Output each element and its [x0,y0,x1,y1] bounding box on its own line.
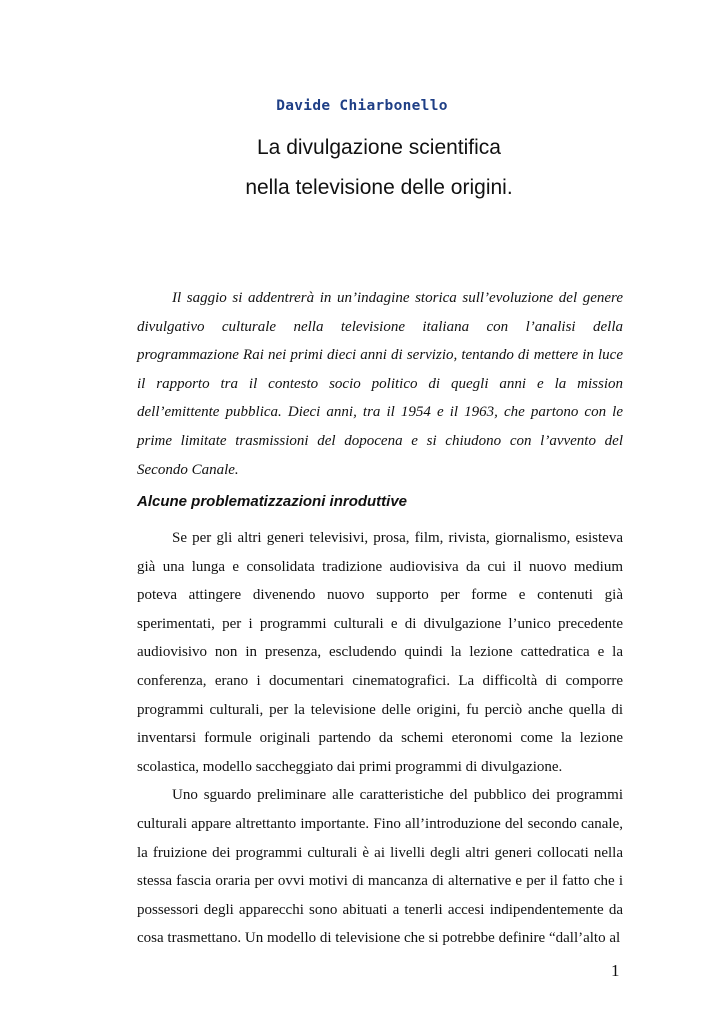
abstract-paragraph: Il saggio si addentrerà in un’indagine storica sull’evoluzione del genere divulgativo culturale nella televisione italiana con l’analisi della programmazione Rai nei primi dieci anni di servizio, tentando di mettere in luce il rapporto tra il contesto socio politico di quegli anni e la mission dell’emittente pubblica. Dieci anni, tra il 1954 e il 1963, che partono con le prime limitate trasmissioni del dopocena e si chiudono con l’avvento del Secondo Canale. [137,290,623,478]
title-line-1: La divulgazione scientifica [257,136,501,159]
body-paragraph: Uno sguardo preliminare alle caratteristiche del pubblico dei programmi culturali appare altrettanto importante. Fino all’introduzione del secondo canale, la fruizione dei programmi culturali è ai livelli degli altri generi collocati nella stessa fascia oraria per ovvi motivi di mancanza di alternative e per il fatto che i possessori degli apparecchi sono abituati a tenerli accesi indipendentemente da cosa trasmettano. Un modello di televisione che si potrebbe definire “dall’alto al [137,787,623,947]
body-text [137,524,623,953]
body-paragraph: Se per gli altri generi televisivi, prosa, film, rivista, giornalismo, esisteva già una lunga e consolidata tradizione audiovisiva da cui il nuovo medium poteva attingere divenendo nuovo supporto per forme e contenuti già sperimentati, per i programmi culturali e di divulgazione l’unico precedente audiovisivo non in presenza, escludendo quindi la lezione cattedratica e la conferenza, erano i documentari cinematografici. La difficoltà di comporre programmi culturali, per la televisione delle origini, fu perciò anche quella di inventarsi formule originali partendo da schemi eteronomi come la lezione scolastica, modello saccheggiato dai primi programmi di divulgazione. [137,530,623,775]
title-line-2: nella televisione delle origini. [245,176,513,199]
section-heading: Alcune problematizzazioni inroduttive [137,493,408,510]
page-number: 1 [611,961,620,980]
author-name: Davide Chiarbonello [276,98,448,114]
